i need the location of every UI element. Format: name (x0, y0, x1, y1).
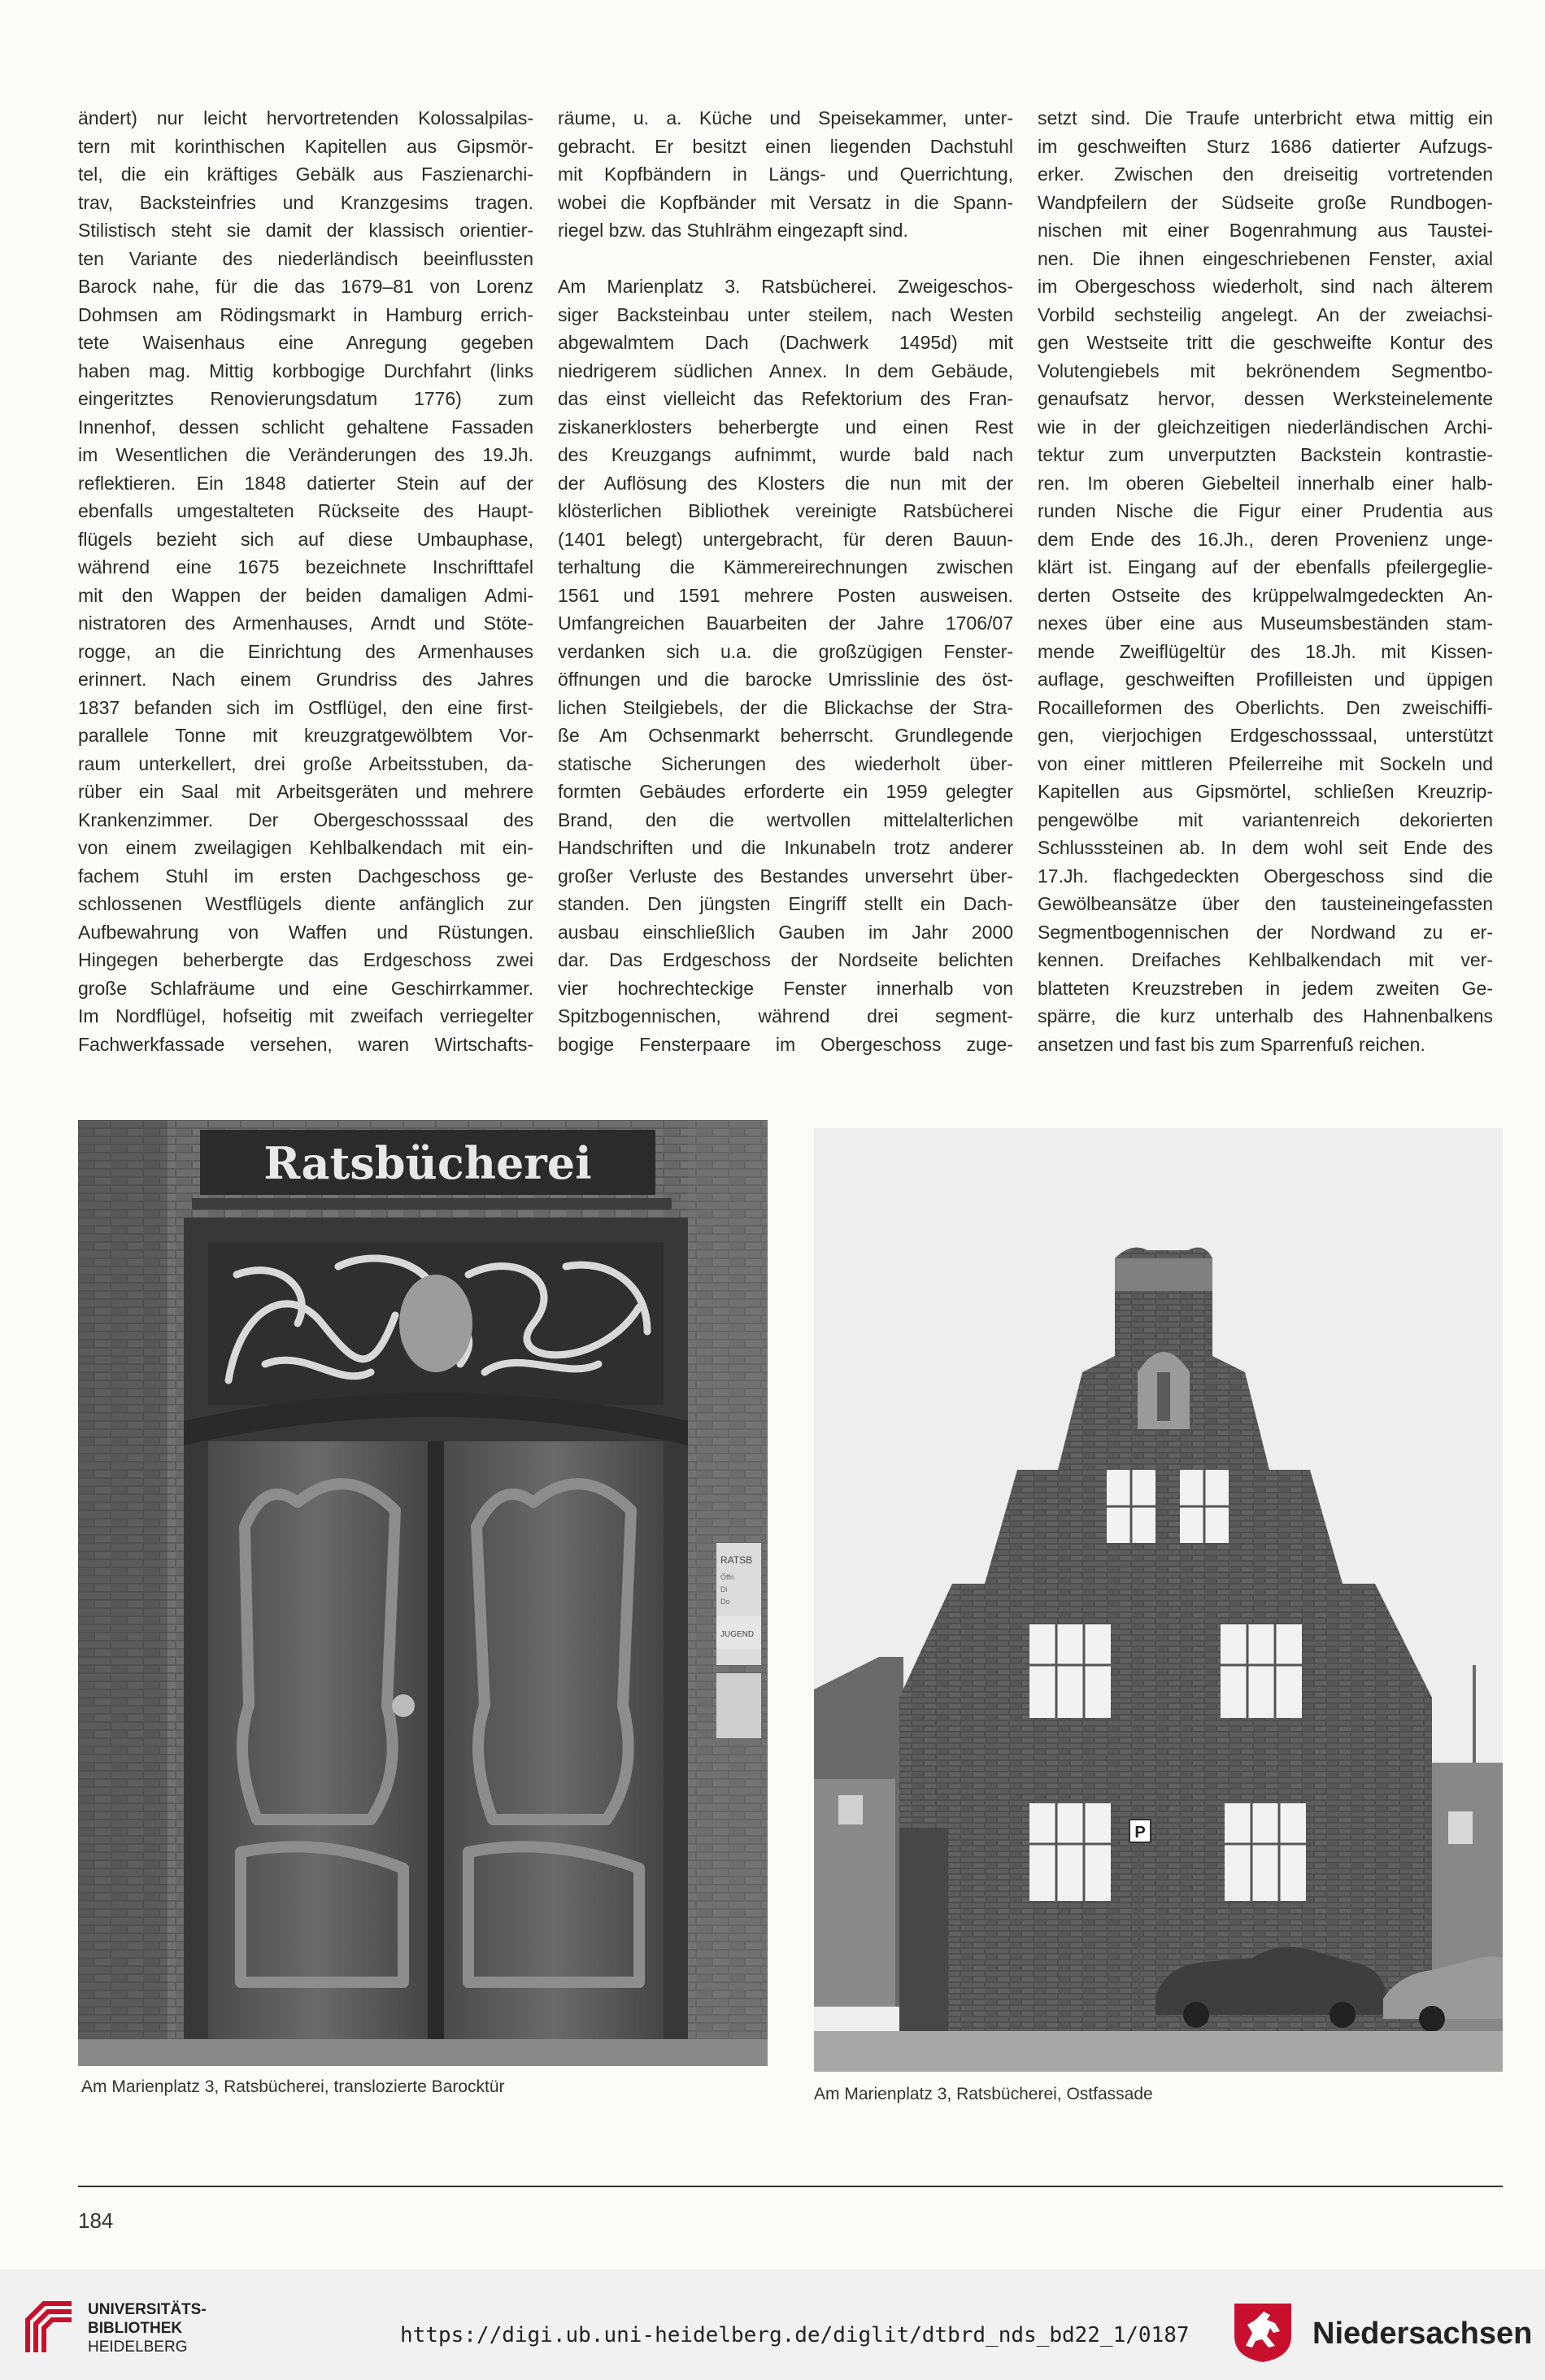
text-line: derten Ostseite des krüppelwalmgedeckten An- (1038, 584, 1493, 606)
text-line: rogge, an die Einrichtung des Armenhauses (78, 640, 533, 662)
text-line: standen. Den jüngsten Eingriff stellt ein Dach- (558, 893, 1013, 914)
text-line: Am Marienplatz 3. Ratsbücherei. Zweigeschos- (558, 276, 1013, 297)
text-line: rüber ein Saal mit Arbeitsgeräten und mehrere (78, 781, 533, 802)
text-line: parallele Tonne mit kreuzgratgewölbtem Vor- (78, 725, 533, 746)
text-line: Hingegen beherbergte das Erdgeschoss zwei (78, 949, 533, 970)
text-line: siger Backsteinbau unter steilem, nach Westen (558, 303, 1013, 325)
text-line: gen, vierjochigen Erdgeschosssaal, unterstützt (1038, 725, 1493, 746)
text-line: nen. Die ihnen eingeschriebenen Fenster, axial (1038, 247, 1493, 269)
text-line: Innenhof, dessen schlicht gehaltene Fassaden (78, 416, 533, 438)
caption-left-photo: Am Marienplatz 3, Ratsbücherei, translozierte Barocktür (81, 2077, 505, 2096)
text-line: klärt ist. Eingang auf der ebenfalls pfeilergeglie- (1038, 556, 1493, 578)
text-line: ändert) nur leicht hervortretenden Kolossalpilas- (78, 107, 533, 129)
text-line: eingeritztes Renovierungsdatum 1776) zum (78, 388, 533, 409)
text-line: spärre, die kurz unterhalb des Hahnenbalkens (1038, 1005, 1493, 1027)
text-line: 17.Jh. flachgedeckten Obergeschoss sind die (1038, 865, 1493, 887)
text-line: Fachwerkfassade versehen, waren Wirtschafts- (78, 1033, 533, 1055)
text-line: im Wesentlichen die Veränderungen des 19.Jh. (78, 444, 533, 465)
text-line: nistratoren des Armenhauses, Arndt und Stöte- (78, 612, 533, 634)
text-line: Volutengiebels mit bekrönendem Segmentbo- (1038, 360, 1493, 381)
text-line: Aufbewahrung von Waffen und Rüstungen. (78, 921, 533, 943)
text-line: fachem Stuhl im ersten Dachgeschoss ge- (78, 865, 533, 887)
plaque-line-1: RATSB (720, 1554, 753, 1566)
page-number: 184 (78, 2208, 114, 2233)
text-line: während eine 1675 bezeichnete Inschrifttafel (78, 556, 533, 578)
text-line: mit Kopfbändern in Längs- und Querrichtung, (558, 163, 1013, 185)
text-line: im Obergeschoss wiederholt, sind nach älterem (1038, 276, 1493, 297)
text-line: ten Variante des niederländisch beeinflussten (78, 247, 533, 269)
permalink-url[interactable]: https://digi.ub.uni-heidelberg.de/diglit/dtbrd_nds_bd22_1/0187 (400, 2323, 1190, 2347)
text-line: dem Ende des 16.Jh., deren Provenienz unge- (1038, 528, 1493, 550)
text-line: 1561 und 1591 mehrere Posten ausweisen. (558, 584, 1013, 606)
text-line: formten Gebäudes erforderte ein 1959 gelegter (558, 781, 1013, 802)
text-column-3 (1038, 104, 1493, 1058)
paragraph-gap (558, 245, 1013, 273)
text-line: nischen mit einer Bogenrahmung aus Tausteі- (1038, 220, 1493, 241)
text-line: im geschweiften Sturz 1686 datierter Aufzugs- (1038, 135, 1493, 157)
text-line: lichen Steilgiebels, der die Blickachse der Stra- (558, 696, 1013, 718)
photo-east-facade (814, 1128, 1503, 2072)
text-line: ren. Im oberen Giebelteil innerhalb einer halb- (1038, 472, 1493, 494)
text-line: großer Verluste des Bestandes unversehrt über- (558, 865, 1013, 887)
text-line: wobei die Kopfbänder mit Versatz in die Spann- (558, 191, 1013, 213)
text-line: abgewalmtem Dach (Dachwerk 1495d) mit (558, 332, 1013, 353)
photo-baroque-door (78, 1120, 768, 2066)
text-line: tete Waisenhaus eine Anregung gegeben (78, 332, 533, 353)
text-line: von einem zweilagigen Kehlbalkendach mit ein- (78, 837, 533, 858)
text-line: runden Nische die Figur einer Prudentia aus (1038, 500, 1493, 521)
text-line: von einer mittleren Pfeilerreihe mit Sockeln und (1038, 752, 1493, 774)
text-line: raum unterkellert, drei große Arbeitsstuben, da- (78, 752, 533, 774)
text-line: wie in der gleichzeitigen niederländischen Archi- (1038, 416, 1493, 438)
text-line: Wandpfeilern der Südseite große Rundbogen- (1038, 191, 1493, 213)
niedersachsen-text: Niedersachsen (1312, 2317, 1533, 2351)
text-line: öffnungen und die barocke Umrisslinie des öst- (558, 669, 1013, 690)
text-line: (1401 belegt) untergebracht, für deren Bauun- (558, 528, 1013, 550)
door-sign-text: Ratsbücherei (263, 1137, 592, 1189)
text-column-2 (558, 104, 1013, 1058)
text-line: Rocailleformen des Oberlichts. Den zweischiffi- (1038, 696, 1493, 718)
text-line: riegel bzw. das Stuhlrähm eingezapft sind. (558, 220, 908, 241)
text-line: Segmentbogennischen der Nordwand zu er- (1038, 921, 1493, 943)
text-column-1 (78, 104, 533, 1058)
parking-sign: P (1134, 1824, 1146, 1842)
text-line: dar. Das Erdgeschoss der Nordseite belichten (558, 949, 1013, 970)
plaque-line-2: Öffn (720, 1573, 734, 1581)
text-line: erker. Zwischen den dreiseitig vortretenden (1038, 163, 1493, 185)
text-line: das einst vielleicht das Refektorium des Fran- (558, 388, 1013, 409)
text-line: verdanken sich u.a. die großzügigen Fenster- (558, 640, 1013, 662)
text-line: ausbau einschließlich Gauben im Jahr 2000 (558, 921, 1013, 943)
text-line: Brand, den die wertvollen mittelalterlichen (558, 809, 1013, 830)
library-line-1: UNIVERSITÄTS- (88, 2301, 207, 2318)
text-line: mit den Wappen der beiden damaligen Admi- (78, 584, 533, 606)
text-line: 1837 befanden sich im Ostflügel, den eine first- (78, 696, 533, 718)
text-line: Vorbild sechsteilig angelegt. An der zweiachsi- (1038, 303, 1493, 325)
text-line: große Schlafräume und eine Geschirrkammer. (78, 977, 533, 999)
caption-right-photo: Am Marienplatz 3, Ratsbücherei, Ostfassade (814, 2085, 1153, 2103)
text-line: Umfangreichen Bauarbeiten der Jahre 1706/07 (558, 612, 1013, 634)
plaque-line-3: Di (720, 1585, 728, 1593)
ub-heidelberg-logo-icon (21, 2295, 78, 2359)
text-line: niedrigerem südlichen Annex. In dem Gebäude, (558, 360, 1013, 381)
text-line: Dohmsen am Rödingsmarkt in Hamburg errich- (78, 303, 533, 325)
text-line: gen Westseite tritt die geschweifte Kontur des (1038, 332, 1493, 353)
text-line: bogige Fensterpaare im Obergeschoss zuge- (558, 1033, 1013, 1055)
text-line: reflektieren. Ein 1848 datierter Stein auf der (78, 472, 533, 494)
text-line: ziskanerklosters beherbergte und einen Rest (558, 416, 1013, 438)
text-line: tel, die ein kräftiges Gebälk aus Faszienarchi- (78, 163, 533, 185)
niedersachsen-horse-icon (1231, 2300, 1295, 2364)
text-line: ansetzen und fast bis zum Sparrenfuß reichen. (1038, 1033, 1425, 1055)
ub-heidelberg-text (88, 2300, 207, 2356)
text-line: Im Nordflügel, hofseitig mit zweifach verriegelter (78, 1005, 533, 1027)
text-line: flügels bezieht sich auf diese Umbauphase, (78, 528, 533, 550)
library-line-2: BIBLIOTHEK (88, 2320, 183, 2337)
digitization-footer (0, 2269, 1545, 2380)
library-line-3: HEIDELBERG (88, 2339, 188, 2356)
text-line: Kapitellen aus Gipsmörtel, schließen Kreuzrip- (1038, 781, 1493, 802)
text-line: haben mag. Mittig korbbogige Durchfahrt (links (78, 360, 533, 381)
text-line: auflage, geschweiften Profilleisten und üppigen (1038, 669, 1493, 690)
text-line: erinnert. Nach einem Grundriss des Jahres (78, 669, 533, 690)
text-line: trav, Backsteinfries und Kranzgesims tragen. (78, 191, 533, 213)
plaque-line-4: Do (720, 1598, 730, 1606)
text-line: Barock nahe, für die das 1679–81 von Lorenz (78, 276, 533, 297)
text-line: statische Sicherungen des wiederholt über- (558, 752, 1013, 774)
text-line: Krankenzimmer. Der Obergeschosssaal des (78, 809, 533, 830)
text-line: nexes über eine aus Museumsbeständen stam- (1038, 612, 1493, 634)
text-line: räume, u. a. Küche und Speisekammer, unter- (558, 107, 1013, 129)
text-line: Gewölbeansätze über den tausteineingefassten (1038, 893, 1493, 914)
text-line: kennen. Dreifaches Kehlbalkendach mit ver- (1038, 949, 1493, 970)
text-line: schlossenen Westflügels diente anfänglich zur (78, 893, 533, 914)
text-line: tern mit korinthischen Kapitellen aus Gipsmör- (78, 135, 533, 157)
text-line: genaufsatz hervor, dessen Werksteinelemente (1038, 388, 1493, 409)
text-line: Handschriften und die Inkunabeln trotz anderer (558, 837, 1013, 858)
text-line: ebenfalls umgestalteten Rückseite des Haupt- (78, 500, 533, 521)
text-line: des Kreuzgangs aufnimmt, wurde bald nach (558, 444, 1013, 465)
text-line: Spitzbogennischen, während drei segment- (558, 1005, 1013, 1027)
text-line: tektur zum unverputzten Backstein kontrastie- (1038, 444, 1493, 465)
text-line: setzt sind. Die Traufe unterbricht etwa mittig ein (1038, 107, 1493, 129)
text-line: Stilistisch steht sie damit der klassisch orientier- (78, 220, 533, 241)
text-line: vier hochrechteckige Fenster innerhalb von (558, 977, 1013, 999)
text-line: klösterlichen Bibliothek vereinigte Ratsbücherei (558, 500, 1013, 521)
text-line: pengewölbe mit variantenreich dekorierten (1038, 809, 1493, 830)
text-line: der Auflösung des Klosters die nun mit der (558, 472, 1013, 494)
text-line: ße Am Ochsenmarkt beherrscht. Grundlegende (558, 725, 1013, 746)
text-line: gebracht. Er besitzt einen liegenden Dachstuhl (558, 135, 1013, 157)
plaque-line-5: JUGEND (720, 1630, 755, 1639)
text-line: terhaltung die Kämmereirechnungen zwischen (558, 556, 1013, 578)
text-line: Schlusssteinen ab. In dem wohl seit Ende des (1038, 837, 1493, 858)
footer-rule (78, 2186, 1503, 2187)
text-line: blatteten Kreuzstreben in jedem zweiten Ge- (1038, 977, 1493, 999)
text-line: mende Zweiflügeltür des 18.Jh. mit Kissen- (1038, 640, 1493, 662)
